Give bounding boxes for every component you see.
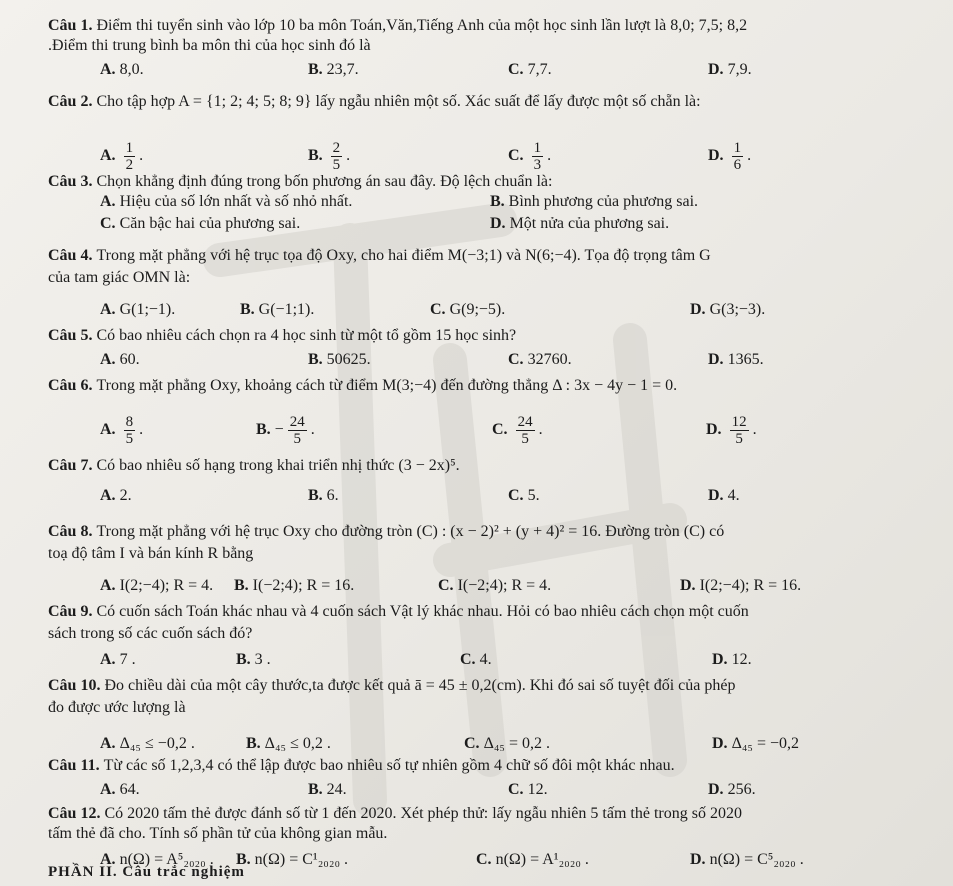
- option-value: n(Ω) = A⁵₂₀₂₀ .: [119, 851, 214, 868]
- option-key: D.: [690, 851, 706, 868]
- option-value: 12.: [731, 651, 752, 668]
- period: .: [534, 421, 543, 439]
- option-value: n(Ω) = C⁵₂₀₂₀ .: [709, 851, 804, 868]
- option-value: G(3;−3).: [709, 301, 766, 318]
- question-stem: Chọn khẳng định đúng trong bốn phương án sau đây. Độ lệch chuẩn là:: [96, 173, 553, 190]
- option-a[interactable]: [100, 60, 144, 80]
- option-c[interactable]: [430, 300, 505, 320]
- option-c[interactable]: [476, 850, 589, 870]
- option-key: C.: [476, 851, 492, 868]
- option-a[interactable]: [100, 414, 143, 447]
- option-d[interactable]: [708, 780, 756, 800]
- question-9-text-cont: sách trong số các cuốn sách đó?: [48, 625, 253, 642]
- option-key: D.: [708, 147, 724, 165]
- option-value: 32760.: [527, 351, 572, 368]
- question-11-text: [48, 756, 675, 776]
- option-key: A.: [100, 487, 116, 504]
- option-a[interactable]: [100, 576, 213, 596]
- option-value: 7,7.: [527, 61, 552, 78]
- question-4-text-cont: của tam giác OMN là:: [48, 269, 191, 286]
- option-b[interactable]: [234, 576, 354, 596]
- fraction: [730, 414, 749, 447]
- option-value: n(Ω) = A¹₂₀₂₀ .: [495, 851, 589, 868]
- denominator: 2: [125, 157, 134, 173]
- period: .: [748, 421, 757, 439]
- question-stem: Từ các số 1,2,3,4 có thể lập được bao nhiêu số tự nhiên gồm 4 chữ số đôi một khác nhau.: [103, 757, 675, 774]
- question-8-text-cont: toạ độ tâm I và bán kính R bằng: [48, 545, 254, 562]
- denominator: 5: [521, 431, 529, 447]
- option-key: C.: [508, 147, 524, 165]
- option-value: G(1;−1).: [119, 301, 176, 318]
- option-key: D.: [706, 421, 722, 439]
- option-key: C.: [508, 61, 524, 78]
- option-value: 6.: [326, 487, 339, 504]
- option-key: A.: [100, 421, 116, 439]
- question-stem: Đo chiều dài của một cây thước,ta được kết quả ā = 45 ± 0,2(cm). Khi đó sai số tuyệt đối của phép: [104, 677, 736, 694]
- option-c[interactable]: [460, 650, 492, 670]
- option-d[interactable]: [706, 414, 757, 447]
- option-a[interactable]: [100, 300, 175, 320]
- option-key: C.: [460, 651, 476, 668]
- option-key: D.: [690, 301, 706, 318]
- option-value: 2.: [119, 487, 132, 504]
- option-c[interactable]: [438, 576, 551, 596]
- numerator: 2: [332, 140, 341, 156]
- option-d[interactable]: [708, 350, 764, 370]
- option-key: C.: [508, 781, 524, 798]
- option-key: A.: [100, 577, 116, 594]
- question-stem: Có cuốn sách Toán khác nhau và 4 cuốn sách Vật lý khác nhau. Hỏi có bao nhiêu cách chọn một cuốn: [96, 603, 749, 620]
- period: .: [135, 147, 144, 165]
- numerator: 1: [125, 140, 134, 156]
- option-value: 4.: [479, 651, 492, 668]
- numerator: 8: [125, 414, 134, 430]
- fraction: [732, 140, 744, 173]
- option-d[interactable]: [690, 300, 765, 320]
- question-4-text: [48, 246, 711, 266]
- option-value: 5.: [527, 487, 540, 504]
- option-d[interactable]: [690, 850, 804, 870]
- option-value: I(2;−4); R = 16.: [699, 577, 802, 594]
- fraction: [124, 414, 136, 447]
- option-key: B.: [236, 651, 251, 668]
- option-value: Căn bậc hai của phương sai.: [119, 215, 301, 232]
- option-key: B.: [234, 577, 249, 594]
- option-value: Một nửa của phương sai.: [509, 215, 670, 232]
- question-1-text: [48, 16, 747, 36]
- option-value: 50625.: [326, 351, 371, 368]
- option-value: 24.: [326, 781, 347, 798]
- option-b[interactable]: [256, 414, 315, 447]
- option-key: B.: [308, 351, 323, 368]
- denominator: 6: [733, 157, 742, 173]
- minus-sign: −: [274, 421, 284, 439]
- option-key: D.: [712, 735, 728, 752]
- option-b[interactable]: [236, 650, 271, 670]
- option-c[interactable]: [508, 780, 548, 800]
- question-6-text: [48, 376, 677, 396]
- option-value: I(−2;4); R = 4.: [457, 577, 552, 594]
- option-key: C.: [508, 487, 524, 504]
- question-stem: Trong mặt phẳng với hệ trục tọa độ Oxy, cho hai điểm M(−3;1) và N(6;−4). Tọa độ trọng tâm G: [96, 247, 711, 264]
- period: .: [306, 421, 315, 439]
- option-d[interactable]: [712, 734, 799, 754]
- option-d[interactable]: [708, 486, 740, 506]
- option-d[interactable]: [680, 576, 801, 596]
- option-b[interactable]: [236, 850, 348, 870]
- option-value: 12.: [527, 781, 548, 798]
- option-key: B.: [246, 735, 261, 752]
- period: .: [135, 421, 144, 439]
- option-b[interactable]: [240, 300, 314, 320]
- option-key: B.: [308, 147, 323, 165]
- option-a[interactable]: [100, 192, 352, 212]
- question-7-text: [48, 456, 460, 476]
- option-value: Δ₄₅ = 0,2 .: [483, 735, 551, 752]
- question-label: Câu 9.: [48, 603, 97, 620]
- option-value: 7,9.: [727, 61, 752, 78]
- fraction: [331, 140, 343, 173]
- question-stem: Cho tập hợp A = {1; 2; 4; 5; 8; 9} lấy ngẫu nhiên một số. Xác suất để lấy được một số chẵn là:: [96, 93, 701, 110]
- option-value: G(9;−5).: [449, 301, 506, 318]
- question-label: Câu 7.: [48, 457, 97, 474]
- numerator: 24: [517, 414, 533, 430]
- question-2-text: [48, 92, 701, 112]
- option-a[interactable]: [100, 350, 140, 370]
- option-value: n(Ω) = C¹₂₀₂₀ .: [254, 851, 349, 868]
- option-key: D.: [712, 651, 728, 668]
- question-label: Câu 1.: [48, 17, 97, 34]
- question-9-text: [48, 602, 749, 622]
- option-value: 4.: [727, 487, 740, 504]
- option-value: Bình phương của phương sai.: [508, 193, 699, 210]
- option-key: C.: [438, 577, 454, 594]
- option-key: D.: [708, 61, 724, 78]
- option-key: B.: [490, 193, 505, 210]
- option-value: Δ₄₅ ≤ 0,2 .: [264, 735, 331, 752]
- option-key: D.: [490, 215, 506, 232]
- option-c[interactable]: [508, 140, 551, 173]
- fraction: [124, 140, 136, 173]
- option-value: G(−1;1).: [258, 301, 315, 318]
- option-key: A.: [100, 147, 116, 165]
- option-value: 3 .: [254, 651, 271, 668]
- option-c[interactable]: [508, 486, 540, 506]
- question-stem: Điểm thi tuyển sinh vào lớp 10 ba môn Toán,Văn,Tiếng Anh của một học sinh lần lượt là 8,0; 7,5; 8,2: [96, 17, 748, 34]
- question-stem: Trong mặt phẳng Oxy, khoảng cách từ điểm M(3;−4) đến đường thẳng Δ : 3x − 4y − 1 = 0.: [96, 377, 678, 394]
- option-a[interactable]: [100, 650, 136, 670]
- section-heading: PHẦN II. Câu trắc nghiệm: [48, 864, 245, 880]
- option-b[interactable]: [308, 140, 350, 173]
- option-key: D.: [708, 351, 724, 368]
- option-d[interactable]: [708, 140, 751, 173]
- option-a[interactable]: [100, 486, 132, 506]
- numerator: 12: [731, 414, 747, 430]
- option-a[interactable]: [100, 734, 195, 754]
- option-key: A.: [100, 851, 116, 868]
- question-label: Câu 3.: [48, 173, 97, 190]
- option-value: 1365.: [727, 351, 764, 368]
- option-value: Δ₄₅ ≤ −0,2 .: [119, 735, 195, 752]
- option-key: C.: [492, 421, 508, 439]
- option-key: A.: [100, 193, 116, 210]
- question-10-text-cont: đo được ước lượng là: [48, 699, 186, 716]
- option-b[interactable]: [308, 60, 359, 80]
- option-value: 256.: [727, 781, 756, 798]
- question-stem: Trong mặt phẳng với hệ trục Oxy cho đường tròn (C) : (x − 2)² + (y + 4)² = 16. Đường tròn (C) có: [96, 523, 725, 540]
- fraction: [288, 414, 307, 447]
- option-value: I(−2;4); R = 16.: [252, 577, 355, 594]
- fraction: [516, 414, 535, 447]
- option-key: D.: [680, 577, 696, 594]
- option-key: D.: [708, 487, 724, 504]
- option-value: Δ₄₅ = −0,2: [731, 735, 800, 752]
- option-key: A.: [100, 651, 116, 668]
- question-label: Câu 11.: [48, 757, 104, 774]
- option-a[interactable]: [100, 140, 143, 173]
- option-c[interactable]: [492, 414, 543, 447]
- question-12-text: [48, 804, 742, 824]
- option-value: 7 .: [119, 651, 136, 668]
- question-label: Câu 8.: [48, 523, 97, 540]
- option-value: Hiệu của số lớn nhất và số nhỏ nhất.: [119, 193, 353, 210]
- option-key: A.: [100, 351, 116, 368]
- option-key: B.: [256, 421, 271, 439]
- option-key: B.: [308, 487, 323, 504]
- numerator: 24: [289, 414, 305, 430]
- numerator: 1: [733, 140, 742, 156]
- question-5-text: [48, 326, 516, 346]
- option-key: C.: [430, 301, 446, 318]
- question-label: Câu 10.: [48, 677, 105, 694]
- option-key: C.: [100, 215, 116, 232]
- option-key: B.: [308, 781, 323, 798]
- denominator: 5: [735, 431, 743, 447]
- denominator: 5: [125, 431, 134, 447]
- option-c[interactable]: [508, 350, 572, 370]
- option-key: A.: [100, 735, 116, 752]
- option-key: A.: [100, 301, 116, 318]
- option-key: D.: [708, 781, 724, 798]
- period: .: [342, 147, 351, 165]
- option-d[interactable]: [708, 60, 752, 80]
- option-d[interactable]: [490, 214, 669, 234]
- fraction: [532, 140, 544, 173]
- option-value: I(2;−4); R = 4.: [119, 577, 214, 594]
- option-key: B.: [240, 301, 255, 318]
- option-key: B.: [236, 851, 251, 868]
- question-12-text-cont: tấm thẻ đã cho. Tính số phần tử của không gian mẫu.: [48, 825, 388, 842]
- option-key: B.: [308, 61, 323, 78]
- question-label: Câu 4.: [48, 247, 97, 264]
- option-key: A.: [100, 781, 116, 798]
- period: .: [743, 147, 752, 165]
- option-key: C.: [464, 735, 480, 752]
- question-stem: Có 2020 tấm thẻ được đánh số từ 1 đến 2020. Xét phép thử: lấy ngẫu nhiên 5 tấm thẻ trong số 2020: [104, 805, 742, 822]
- option-key: C.: [508, 351, 524, 368]
- question-label: Câu 2.: [48, 93, 97, 110]
- option-value: 23,7.: [326, 61, 359, 78]
- denominator: 5: [293, 431, 301, 447]
- question-label: Câu 6.: [48, 377, 97, 394]
- denominator: 5: [332, 157, 341, 173]
- option-b[interactable]: [246, 734, 331, 754]
- option-a[interactable]: [100, 780, 140, 800]
- option-value: 8,0.: [119, 61, 144, 78]
- period: .: [543, 147, 552, 165]
- question-label: Câu 5.: [48, 327, 97, 344]
- question-1-text-cont: .Điểm thi trung bình ba môn thi của học sinh đó là: [48, 37, 371, 54]
- numerator: 1: [533, 140, 542, 156]
- question-3-text: [48, 172, 552, 192]
- option-c[interactable]: [508, 60, 552, 80]
- option-c[interactable]: [100, 214, 300, 234]
- question-10-text: [48, 676, 735, 696]
- denominator: 3: [533, 157, 542, 173]
- question-label: Câu 12.: [48, 805, 105, 822]
- option-b[interactable]: [308, 780, 347, 800]
- option-c[interactable]: [464, 734, 550, 754]
- option-b[interactable]: [490, 192, 698, 212]
- question-stem: Có bao nhiêu số hạng trong khai triển nhị thức (3 − 2x)⁵.: [96, 457, 460, 474]
- question-8-text: [48, 522, 724, 542]
- question-stem: Có bao nhiêu cách chọn ra 4 học sinh từ một tổ gồm 15 học sinh?: [96, 327, 517, 344]
- option-b[interactable]: [308, 486, 339, 506]
- option-value: 60.: [119, 351, 140, 368]
- option-b[interactable]: [308, 350, 371, 370]
- option-d[interactable]: [712, 650, 752, 670]
- option-key: A.: [100, 61, 116, 78]
- option-value: 64.: [119, 781, 140, 798]
